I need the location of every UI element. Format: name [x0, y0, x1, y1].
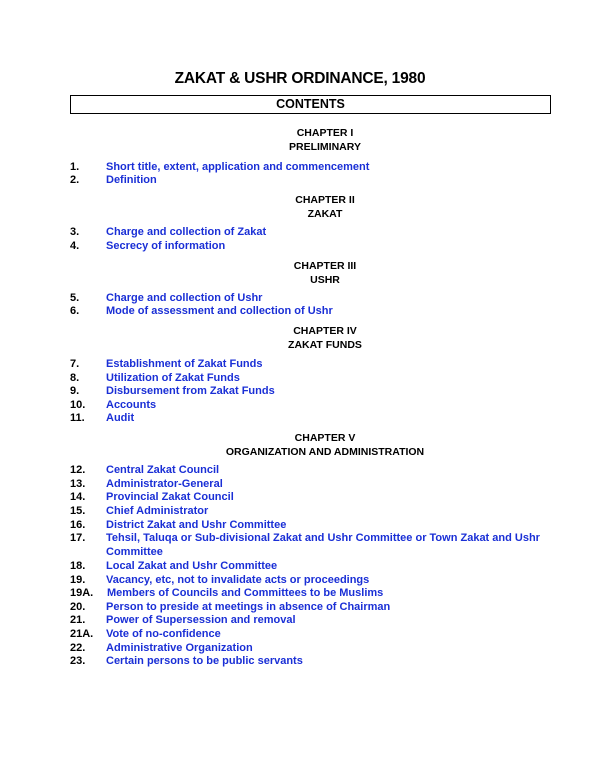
- section-link[interactable]: Power of Supersession and removal: [106, 614, 296, 626]
- section-link[interactable]: Vacancy, etc, not to invalidate acts or proceedings: [106, 574, 370, 586]
- chapter-5-heading: ORGANIZATION AND ADMINISTRATION: [225, 446, 425, 458]
- section-number: 11.: [70, 412, 85, 424]
- section-link[interactable]: Chief Administrator: [106, 505, 209, 517]
- section-number: 1.: [70, 161, 80, 173]
- section-number: 3.: [70, 226, 80, 238]
- section-link[interactable]: Secrecy of information: [106, 240, 226, 252]
- section-link[interactable]: Charge and collection of Ushr: [106, 292, 263, 304]
- section-number: 9.: [70, 385, 80, 397]
- section-link[interactable]: Disbursement from Zakat Funds: [106, 385, 275, 397]
- section-number: 14.: [70, 491, 86, 503]
- section-number: 19.: [70, 574, 86, 586]
- section-number: 20.: [70, 601, 86, 613]
- chapter-2-number: CHAPTER II: [295, 194, 355, 206]
- section-link[interactable]: Establishment of Zakat Funds: [106, 358, 263, 370]
- section-number: 4.: [70, 240, 80, 252]
- section-number: 12.: [70, 464, 86, 476]
- section-number: 19A.: [70, 587, 94, 599]
- section-number: 21.: [70, 614, 86, 626]
- section-link[interactable]: Accounts: [106, 399, 157, 411]
- section-link[interactable]: Provincial Zakat Council: [106, 491, 234, 503]
- section-number: 22.: [70, 642, 86, 654]
- chapter-4-heading: ZAKAT FUNDS: [288, 339, 362, 351]
- section-link[interactable]: Charge and collection of Zakat: [106, 226, 267, 238]
- chapter-2-heading: ZAKAT: [307, 208, 343, 220]
- section-number: 2.: [70, 174, 80, 186]
- section-number: 10.: [70, 399, 86, 411]
- section-link[interactable]: District Zakat and Ushr Committee: [106, 519, 287, 531]
- section-number: 8.: [70, 372, 80, 384]
- section-number: 6.: [70, 305, 80, 317]
- chapter-3-heading: USHR: [310, 274, 340, 286]
- section-number: 21A.: [70, 628, 94, 640]
- section-link[interactable]: Administrative Organization: [106, 642, 253, 654]
- section-number: 7.: [70, 358, 80, 370]
- section-link[interactable]: Definition: [106, 174, 157, 186]
- section-number: 15.: [70, 505, 86, 517]
- section-link[interactable]: Central Zakat Council: [106, 464, 220, 476]
- section-number: 13.: [70, 478, 86, 490]
- section-number: 5.: [70, 292, 80, 304]
- section-link[interactable]: Tehsil, Taluqa or Sub-divisional Zakat and Ushr Committee or Town Zakat and Ushr Committee: [106, 532, 540, 558]
- section-link[interactable]: Certain persons to be public servants: [106, 655, 303, 667]
- section-link[interactable]: Audit: [106, 412, 135, 424]
- chapter-4-number: CHAPTER IV: [293, 325, 357, 337]
- section-link[interactable]: Local Zakat and Ushr Committee: [106, 560, 278, 572]
- section-link[interactable]: Utilization of Zakat Funds: [106, 372, 240, 384]
- chapter-1-number: CHAPTER I: [296, 127, 354, 139]
- contents-heading: CONTENTS: [70, 95, 551, 114]
- section-link[interactable]: Members of Councils and Committees to be Muslims: [107, 587, 384, 599]
- chapter-3-number: CHAPTER III: [293, 260, 357, 272]
- chapter-5-number: CHAPTER V: [294, 432, 356, 444]
- section-link[interactable]: Vote of no-confidence: [106, 628, 221, 640]
- document-title: ZAKAT & USHR ORDINANCE, 1980: [174, 70, 426, 87]
- section-link[interactable]: Short title, extent, application and commencement: [106, 161, 370, 173]
- chapter-1-heading: PRELIMINARY: [289, 141, 361, 153]
- section-link[interactable]: Mode of assessment and collection of Ushr: [106, 305, 333, 317]
- section-link[interactable]: Administrator-General: [106, 478, 223, 490]
- section-number: 16.: [70, 519, 86, 531]
- section-number: 23.: [70, 655, 86, 667]
- section-number: 17.: [70, 532, 86, 544]
- section-number: 18.: [70, 560, 86, 572]
- section-link[interactable]: Person to preside at meetings in absence of Chairman: [106, 601, 391, 613]
